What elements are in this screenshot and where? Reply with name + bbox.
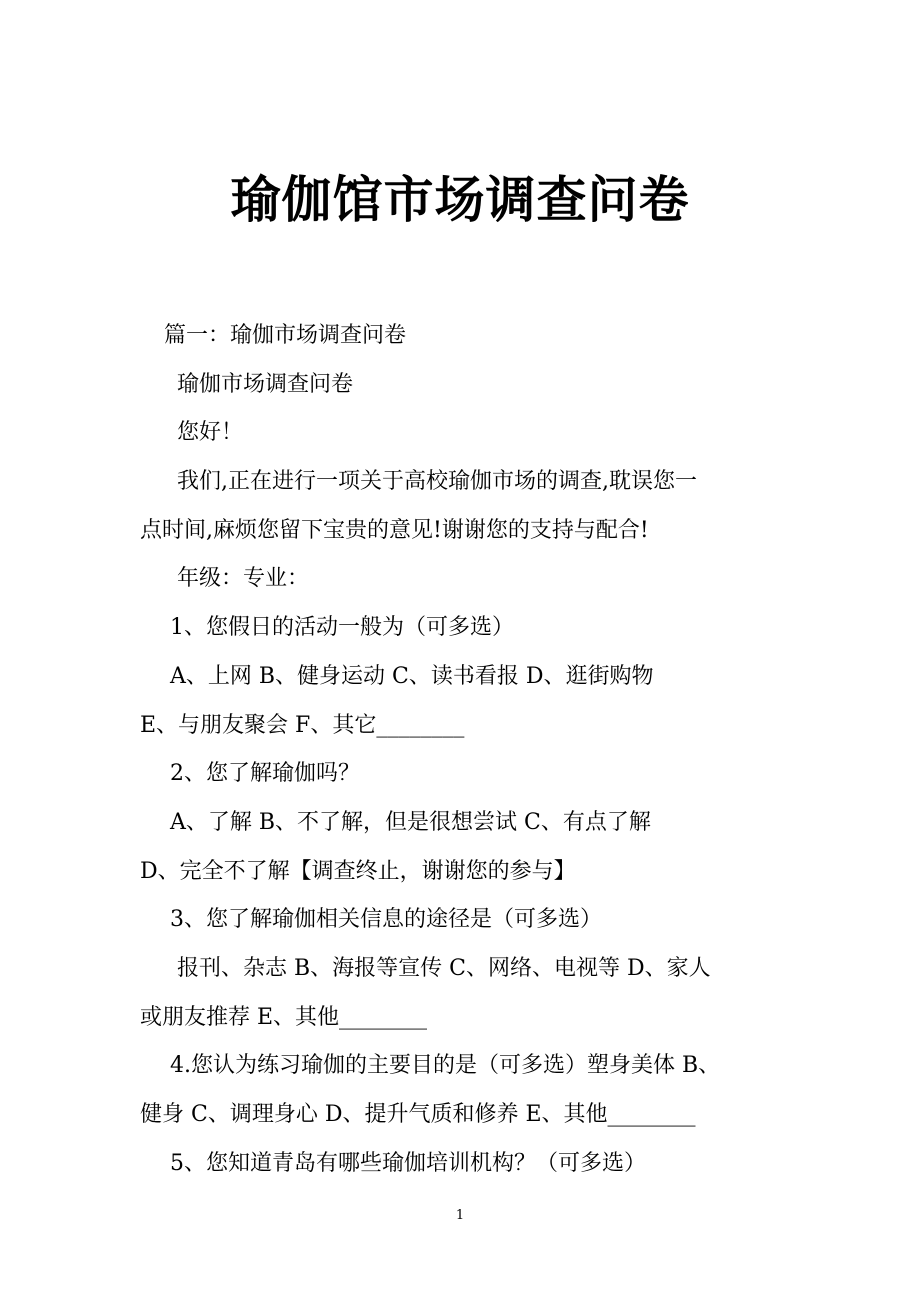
question-2-options-continued: D、完全不了解【调查终止，谢谢您的参与】 [140, 858, 576, 884]
question-3-options-continued: 或朋友推荐 E、其他________ [140, 1004, 428, 1030]
intro-line-continued: 点时间,麻烦您留下宝贵的意见!谢谢您的支持与配合! [140, 517, 649, 543]
question-4-options: 健身 C、调理身心 D、提升气质和修养 E、其他________ [140, 1102, 696, 1127]
question-2-options: A、了解 B、不了解，但是很想尝试 C、有点了解 [170, 809, 651, 835]
question-4: 4.您认为练习瑜伽的主要目的是（可多选）塑身美体 B、 [170, 1053, 721, 1079]
intro-line: 我们,正在进行一项关于高校瑜伽市场的调查,耽误您一 [177, 469, 697, 495]
section-heading: 篇一：瑜伽市场调查问卷 [164, 323, 407, 348]
grade-major-line: 年级：专业： [177, 566, 310, 592]
greeting-line: 您好！ [177, 420, 244, 446]
question-3: 3、您了解瑜伽相关信息的途径是（可多选） [170, 907, 602, 933]
subtitle-line: 瑜伽市场调查问卷 [177, 371, 354, 397]
question-5: 5、您知道青岛有哪些瑜伽培训机构？（可多选） [170, 1150, 646, 1176]
document-title: 瑜伽馆市场调查问卷 [230, 170, 690, 229]
question-3-options: 报刊、杂志 B、海报等宣传 C、网络、电视等 D、家人 [177, 955, 711, 981]
question-1-options: A、上网 B、健身运动 C、读书看报 D、逛街购物 [170, 663, 654, 689]
question-1-options-continued: E、与朋友聚会 F、其它________ [140, 712, 465, 738]
question-2: 2、您了解瑜伽吗？ [170, 761, 360, 787]
document-body [140, 312, 785, 1188]
question-1: 1、您假日的活动一般为（可多选） [170, 615, 514, 641]
page-number: 1 [455, 1208, 465, 1223]
